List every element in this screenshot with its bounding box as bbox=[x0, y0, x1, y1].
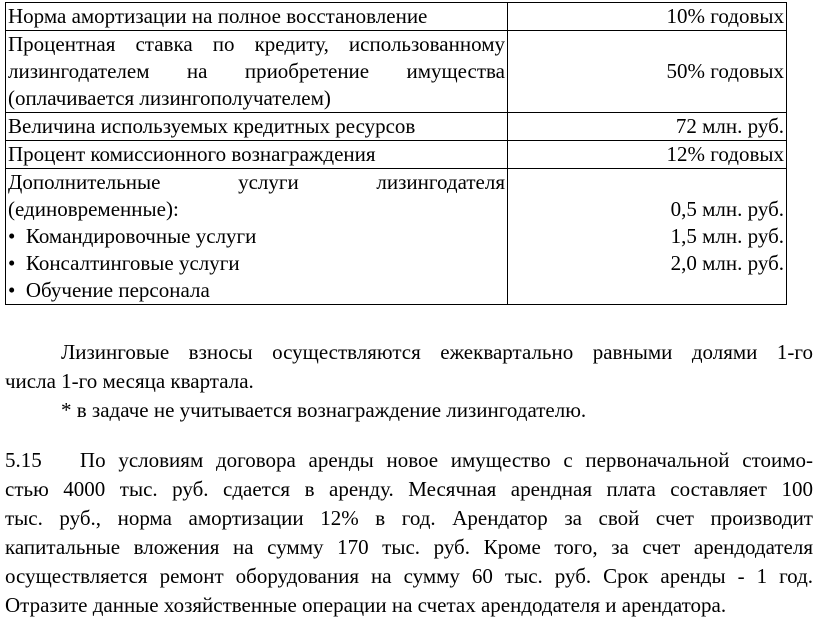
table-row bbox=[6, 31, 787, 113]
row-value-extra-3: 2,0 млн. руб. bbox=[670, 251, 784, 275]
table-cell-label bbox=[6, 31, 508, 113]
table-cell-value bbox=[508, 141, 787, 169]
table-cell-label bbox=[6, 3, 508, 31]
paragraph-line: числа 1-го месяца квартала. bbox=[5, 369, 254, 393]
paragraph-line: стью 4000 тыс. руб. сдается в аренду. Месячная арендная плата составляет 100 bbox=[5, 477, 813, 501]
row-label-extra-line2: (единовременные): bbox=[8, 197, 179, 221]
table-cell-value bbox=[508, 31, 787, 113]
paragraph-line: тыс. руб., норма амортизации 12% в год. Арендатор за свой счет производит bbox=[5, 506, 813, 530]
row-label-interest-line2: лизингодателем на приобретение имущества bbox=[8, 59, 505, 83]
leasing-payments-paragraph bbox=[5, 338, 813, 425]
row-label-commission: Процент комиссионного вознаграждения bbox=[8, 142, 376, 166]
bullet-label: Обучение персонала bbox=[25, 278, 210, 302]
row-label-interest-line3: (оплачивается лизингополучателем) bbox=[8, 86, 331, 110]
table-cell-value bbox=[508, 3, 787, 31]
bullet-icon: • bbox=[8, 251, 26, 275]
row-value-extra-1: 0,5 млн. руб. bbox=[670, 197, 784, 221]
table-cell-label bbox=[6, 169, 508, 305]
bullet-label: Консалтинговые услуги bbox=[25, 251, 240, 275]
table-cell-label bbox=[6, 141, 508, 169]
row-value-commission: 12% годовых bbox=[666, 142, 784, 166]
bullet-icon: • bbox=[8, 224, 26, 248]
row-label-depreciation: Норма амортизации на полное восстановление bbox=[8, 4, 428, 28]
table-cell-value bbox=[508, 169, 787, 305]
paragraph-line: 5.15 По условиям договора аренды новое имущество с первоначальной стоимо- bbox=[5, 448, 813, 472]
paragraph-line: осуществляется ремонт оборудования на сумму 60 тыс. руб. Срок аренды - 1 год. bbox=[5, 564, 813, 588]
row-value-extra-2: 1,5 млн. руб. bbox=[670, 224, 784, 248]
paragraph-line: Лизинговые взносы осуществляются ежеквартально равными долями 1-го bbox=[61, 340, 813, 364]
table-row bbox=[6, 169, 787, 305]
table-row bbox=[6, 3, 787, 31]
table-row bbox=[6, 141, 787, 169]
table-cell-value bbox=[508, 113, 787, 141]
row-label-extra-line1: Дополнительные услуги лизингодателя bbox=[8, 170, 505, 194]
list-item bbox=[8, 223, 505, 250]
leasing-parameters-table bbox=[5, 2, 787, 305]
row-label-interest-line1: Процентная ставка по кредиту, использованному bbox=[8, 32, 505, 56]
table-row bbox=[6, 113, 787, 141]
paragraph-line: Отразите данные хозяйственные операции на счетах арендодателя и арендатора. bbox=[5, 593, 727, 617]
table-cell-label bbox=[6, 113, 508, 141]
bullet-label: Командировочные услуги bbox=[25, 224, 257, 248]
paragraph-line: капитальные вложения на сумму 170 тыс. руб. Кроме того, за счет арендодателя bbox=[5, 535, 813, 559]
row-value-credit: 72 млн. руб. bbox=[675, 114, 784, 138]
footnote: * в задаче не учитывается вознаграждение лизингодателю. bbox=[61, 398, 587, 422]
row-value-interest: 50% годовых bbox=[666, 59, 784, 83]
bullet-icon: • bbox=[8, 278, 26, 302]
list-item bbox=[8, 277, 505, 304]
list-item bbox=[8, 250, 505, 277]
row-label-credit: Величина используемых кредитных ресурсов bbox=[8, 114, 416, 138]
row-value-depreciation: 10% годовых bbox=[666, 4, 784, 28]
task-5-15-paragraph bbox=[5, 446, 813, 620]
